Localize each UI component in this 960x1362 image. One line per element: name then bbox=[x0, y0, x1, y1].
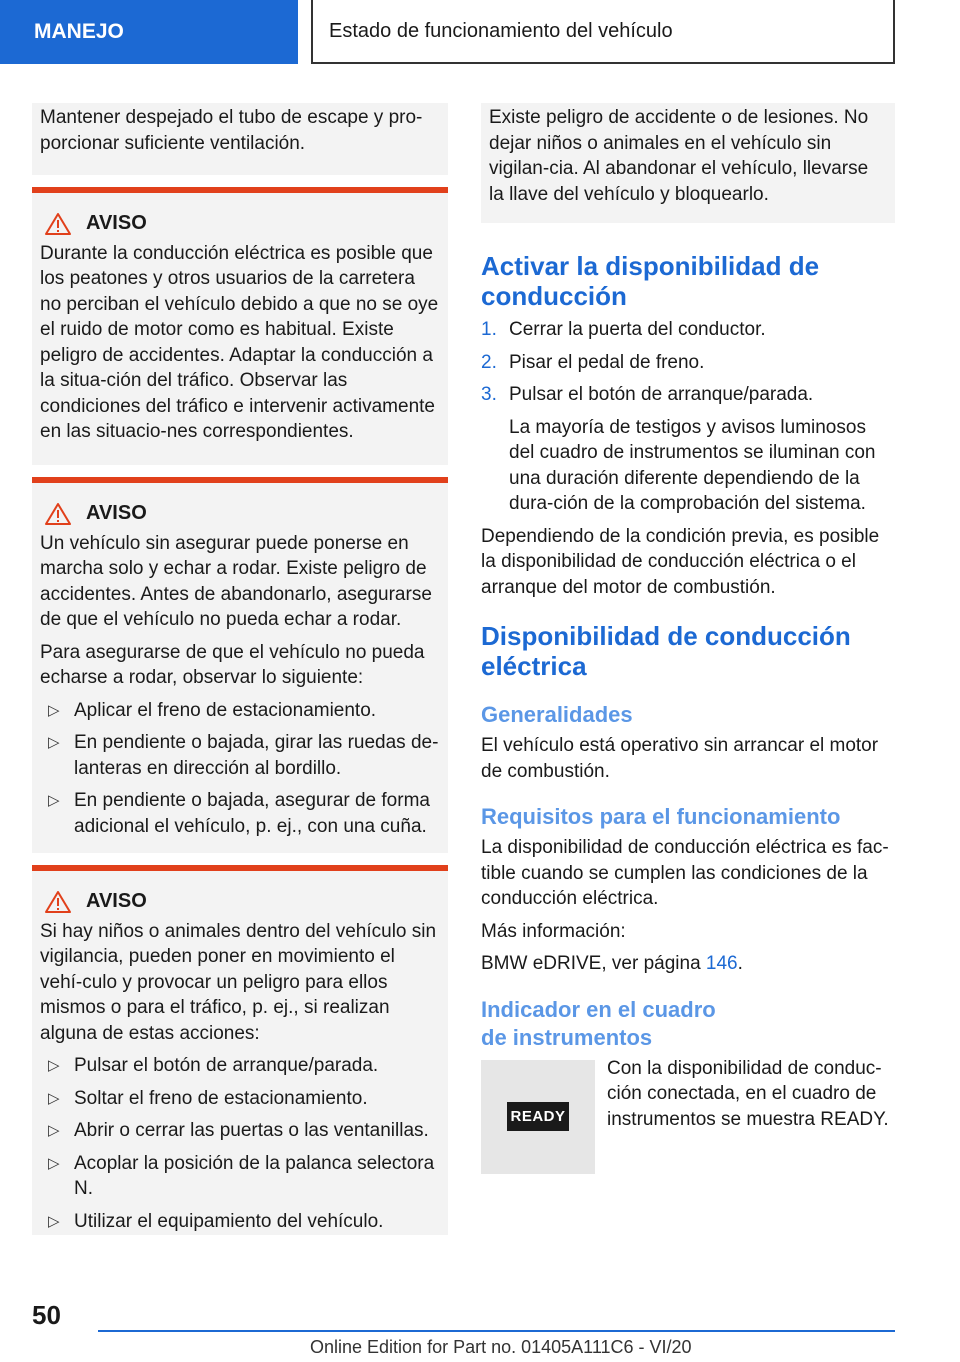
step-text: Pisar el pedal de freno. bbox=[509, 351, 705, 373]
continued-warning-text: Mantener despejado el tubo de escape y pro‐porcionar suficiente ventilación. bbox=[40, 107, 423, 154]
warning-box-2 bbox=[32, 477, 448, 853]
warning-box-3 bbox=[32, 865, 448, 1235]
bullet-list bbox=[40, 698, 440, 840]
ready-indicator-block bbox=[481, 1056, 895, 1174]
list-item-text: En pendiente o bajada, asegurar de forma adicional el vehículo, p. ej., con una cuña. bbox=[74, 790, 430, 837]
right-column bbox=[481, 103, 895, 1174]
steps-list bbox=[481, 317, 895, 517]
warning-text: Durante la conducción eléctrica es posible que los peatones y otros usuarios de la carretera no perciban el vehículo debido a que no se oye el ruido de motor como es habitual. Existe peligro de accidentes. Adaptar la conducción a la situa‐ción del tráfico. Observar las condiciones del tráfico e intervenir activamente en las situacio‐nes correspondientes. bbox=[40, 242, 439, 442]
warning-label: AVISO bbox=[86, 890, 147, 912]
warning-header-3 bbox=[40, 889, 440, 915]
page-title: Estado de funcionamiento del vehículo bbox=[329, 19, 673, 42]
step-item bbox=[481, 350, 895, 376]
continued-warning-box bbox=[481, 103, 895, 223]
requirements-text: La disponibilidad de conducción eléctrica es fac‐tible cuando se cumplen las condiciones de la conducción eléctrica. bbox=[481, 837, 889, 909]
list-item bbox=[40, 1209, 440, 1235]
heading-electric: Disponibilidad de conducción eléctrica bbox=[481, 621, 851, 681]
reference-suffix: . bbox=[737, 953, 743, 974]
list-item bbox=[40, 788, 440, 839]
list-item bbox=[40, 1053, 440, 1079]
heading-indicator bbox=[481, 996, 895, 1052]
page-header-title bbox=[311, 0, 895, 64]
list-item-text: Aplicar el freno de estacionamiento. bbox=[74, 699, 377, 721]
warning-text: Si hay niños o animales dentro del vehículo sin vigilancia, pueden poner en movimiento el vehí‐culo y provocar un peligro para ellos mismos o para el tráfico, p. ej., si realizan alguna de estas acciones: bbox=[40, 920, 437, 1044]
page-link[interactable]: 146 bbox=[705, 953, 738, 974]
triangle-bullet-icon: ▷ bbox=[48, 1089, 60, 1107]
heading-general: Generalidades bbox=[481, 702, 633, 727]
step-item bbox=[481, 317, 895, 343]
warning-label: AVISO bbox=[86, 502, 147, 524]
warning-box-1 bbox=[32, 187, 448, 465]
footer-divider bbox=[98, 1330, 895, 1332]
warning-label: AVISO bbox=[86, 212, 147, 234]
heading-indicator-line2: de instrumentos bbox=[481, 1024, 653, 1050]
ready-indicator-image bbox=[481, 1060, 595, 1174]
step-number: 1. bbox=[481, 319, 497, 340]
indicator-text: Con la disponibilidad de conduc‐ción conectada, en el cuadro de instrumentos se muestra READY. bbox=[607, 1057, 889, 1130]
warning-header-1 bbox=[40, 211, 440, 237]
warning-triangle-icon bbox=[44, 502, 72, 526]
list-item-text: Acoplar la posición de la palanca selectora N. bbox=[74, 1152, 435, 1199]
triangle-bullet-icon: ▷ bbox=[48, 792, 60, 809]
heading-requirements: Requisitos para el funcionamiento bbox=[481, 804, 841, 829]
list-item bbox=[40, 1118, 440, 1144]
page-number: 50 bbox=[32, 1300, 61, 1330]
list-item bbox=[40, 1151, 440, 1202]
heading-activate: Activar la disponibilidad de conducción bbox=[481, 251, 820, 311]
list-item-text: Abrir o cerrar las puertas o las ventanillas. bbox=[74, 1120, 429, 1141]
step-item bbox=[481, 382, 895, 517]
warning-text: Para asegurarse de que el vehículo no pueda echarse a rodar, observar lo siguiente: bbox=[40, 641, 425, 688]
continued-warning-box bbox=[32, 103, 448, 175]
page-reference bbox=[481, 951, 895, 977]
triangle-bullet-icon: ▷ bbox=[48, 1154, 60, 1172]
warning-triangle-icon bbox=[44, 212, 72, 236]
section-label: MANEJO bbox=[34, 20, 124, 43]
list-item bbox=[40, 698, 440, 724]
step-number: 3. bbox=[481, 384, 497, 405]
step-note: La mayoría de testigos y avisos luminosos del cuadro de instrumentos se iluminan con una duración diferente dependiendo de la dura‐ción de la comprobación del sistema. bbox=[509, 416, 876, 514]
list-item-text: En pendiente o bajada, girar las ruedas de‐lanteras en dirección al bordillo. bbox=[74, 732, 439, 779]
list-item bbox=[40, 730, 440, 781]
list-item bbox=[40, 1086, 440, 1112]
warning-triangle-icon bbox=[44, 890, 72, 914]
continued-warning-text: Existe peligro de accidente o de lesiones. No dejar niños o animales en el vehículo sin vigilan‐cia. Al abandonar el vehículo, llevarse la llave del vehículo y bloquearlo. bbox=[489, 107, 869, 205]
triangle-bullet-icon: ▷ bbox=[48, 1057, 60, 1074]
section-tab bbox=[0, 0, 298, 64]
triangle-bullet-icon: ▷ bbox=[48, 734, 60, 751]
triangle-bullet-icon: ▷ bbox=[48, 1122, 60, 1139]
step-text: Pulsar el botón de arranque/parada. bbox=[509, 384, 814, 405]
ready-badge: READY bbox=[507, 1102, 568, 1132]
warning-text: Un vehículo sin asegurar puede ponerse en marcha solo y echar a rodar. Existe peligro de accidentes. Antes de abandonarlo, asegurarse de que el vehículo no pueda echar a rodar. bbox=[40, 532, 432, 630]
step-number: 2. bbox=[481, 351, 497, 373]
step-text: Cerrar la puerta del conductor. bbox=[509, 319, 766, 340]
reference-prefix: BMW eDRIVE, ver página bbox=[481, 953, 706, 974]
warning-header-2 bbox=[40, 501, 440, 527]
footer-edition: Online Edition for Part no. 01405A111C6 - VI/20 bbox=[310, 1337, 692, 1357]
list-item-text: Soltar el freno de estacionamiento. bbox=[74, 1087, 368, 1109]
triangle-bullet-icon: ▷ bbox=[48, 701, 60, 719]
general-text: El vehículo está operativo sin arrancar el motor de combustión. bbox=[481, 735, 879, 782]
heading-indicator-line1: Indicador en el cuadro bbox=[481, 996, 716, 1022]
list-item-text: Pulsar el botón de arranque/parada. bbox=[74, 1055, 379, 1076]
list-item-text: Utilizar el equipamiento del vehículo. bbox=[74, 1210, 384, 1232]
activate-paragraph: Dependiendo de la condición previa, es posible la disponibilidad de conducción eléctrica o el arranque del motor de combustión. bbox=[481, 525, 880, 598]
bullet-list bbox=[40, 1053, 440, 1234]
more-info-text: Más información: bbox=[481, 920, 626, 942]
left-column bbox=[32, 103, 448, 1235]
triangle-bullet-icon: ▷ bbox=[48, 1212, 60, 1230]
